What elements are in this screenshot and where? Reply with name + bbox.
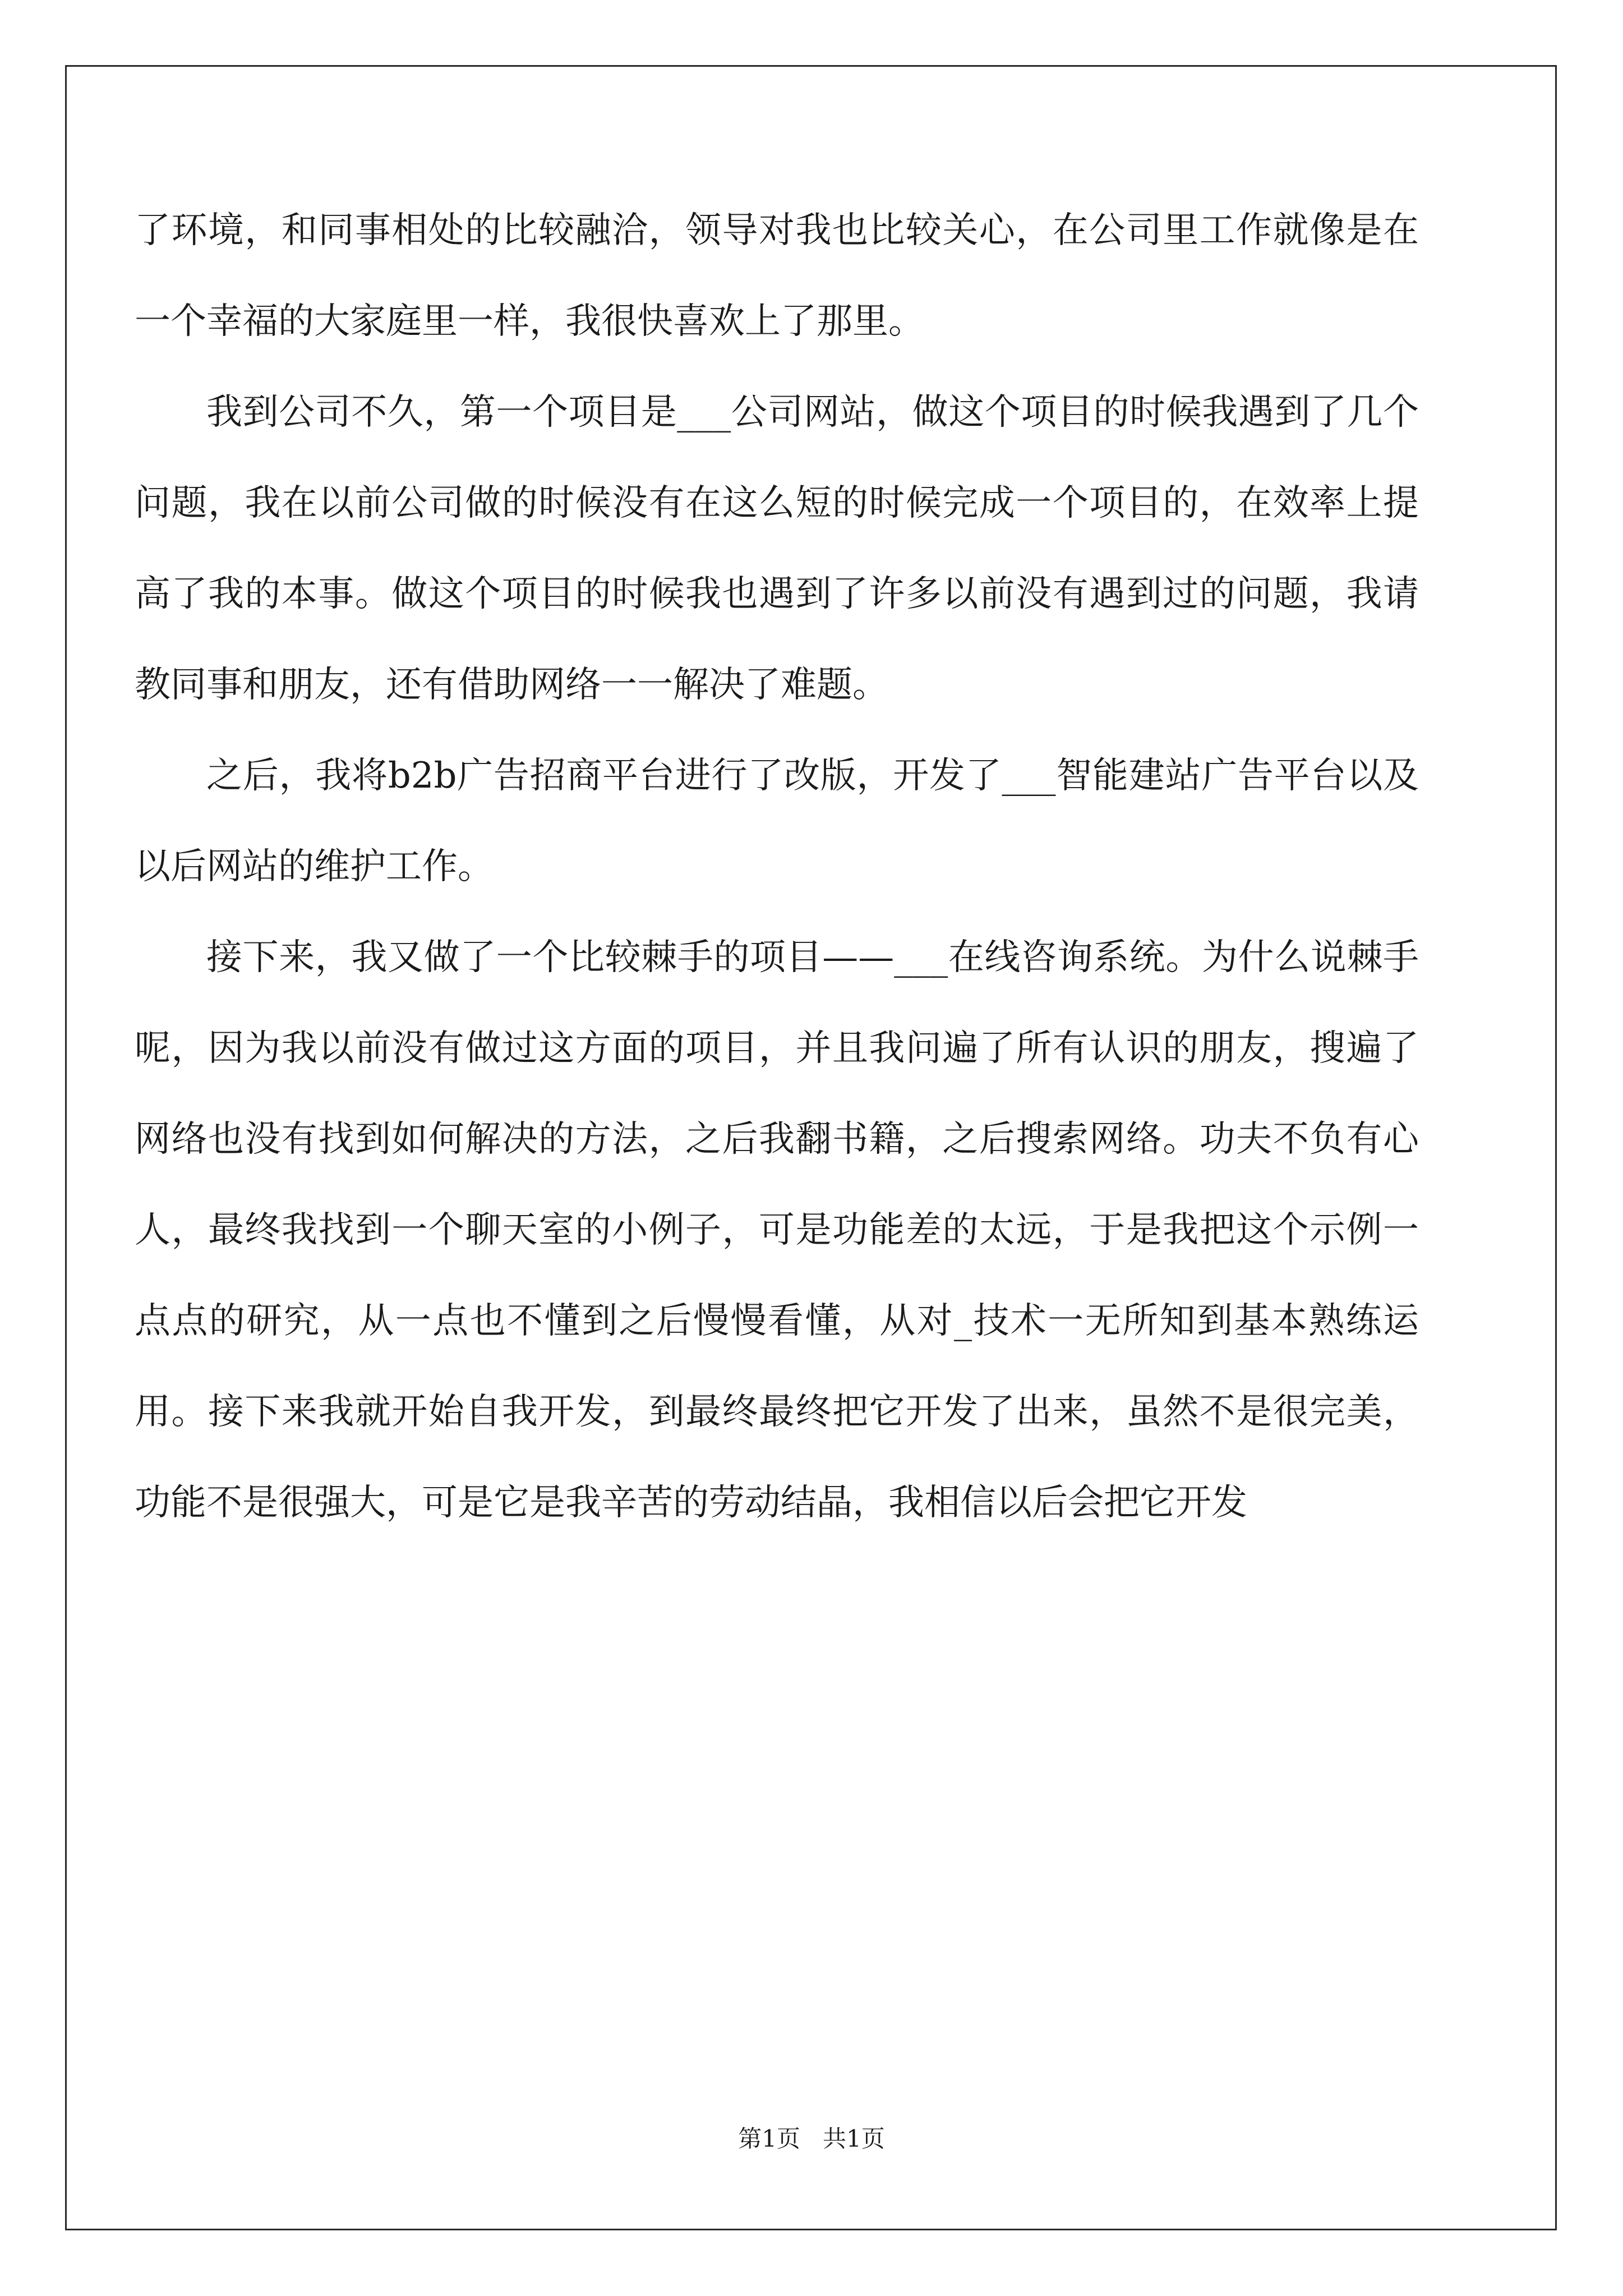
paragraph-2: 我到公司不久，第一个项目是___公司网站，做这个项目的时候我遇到了几个问题，我在以前公司做的时候没有在这么短的时候完成一个项目的，在效率上提高了我的本事。做这个项目的时候我也遇到了许多以前没有遇到过的问题，我请教同事和朋友，还有借助网络一一解决了难题。 (135, 392, 1419, 706)
document-body (135, 185, 1419, 1548)
paragraph-1: 了环境，和同事相处的比较融洽，领导对我也比较关心，在公司里工作就像是在一个幸福的大家庭里一样，我很快喜欢上了那里。 (135, 210, 1419, 342)
page-total: 共1页 (823, 2125, 885, 2152)
page-number: 第1页 (738, 2125, 800, 2152)
page-footer (0, 2120, 1623, 2154)
paragraph-3: 之后，我将b2b广告招商平台进行了改版，开发了___智能建站广告平台以及以后网站的维护工作。 (135, 755, 1419, 887)
paragraph-4: 接下来，我又做了一个比较棘手的项目——___在线咨询系统。为什么说棘手呢，因为我以前没有做过这方面的项目，并且我问遍了所有认识的朋友，搜遍了网络也没有找到如何解决的方法，之后我翻书籍，之后搜索网络。功夫不负有心人，最终我找到一个聊天室的小例子，可是功能差的太远，于是我把这个示例一点点的研究，从一点也不懂到之后慢慢看懂，从对_技术一无所知到基本熟练运用。接下来我就开始自我开发，到最终最终把它开发了出来，虽然不是很完美，功能不是很强大，可是它是我辛苦的劳动结晶，我相信以后会把它开发 (135, 937, 1419, 1524)
